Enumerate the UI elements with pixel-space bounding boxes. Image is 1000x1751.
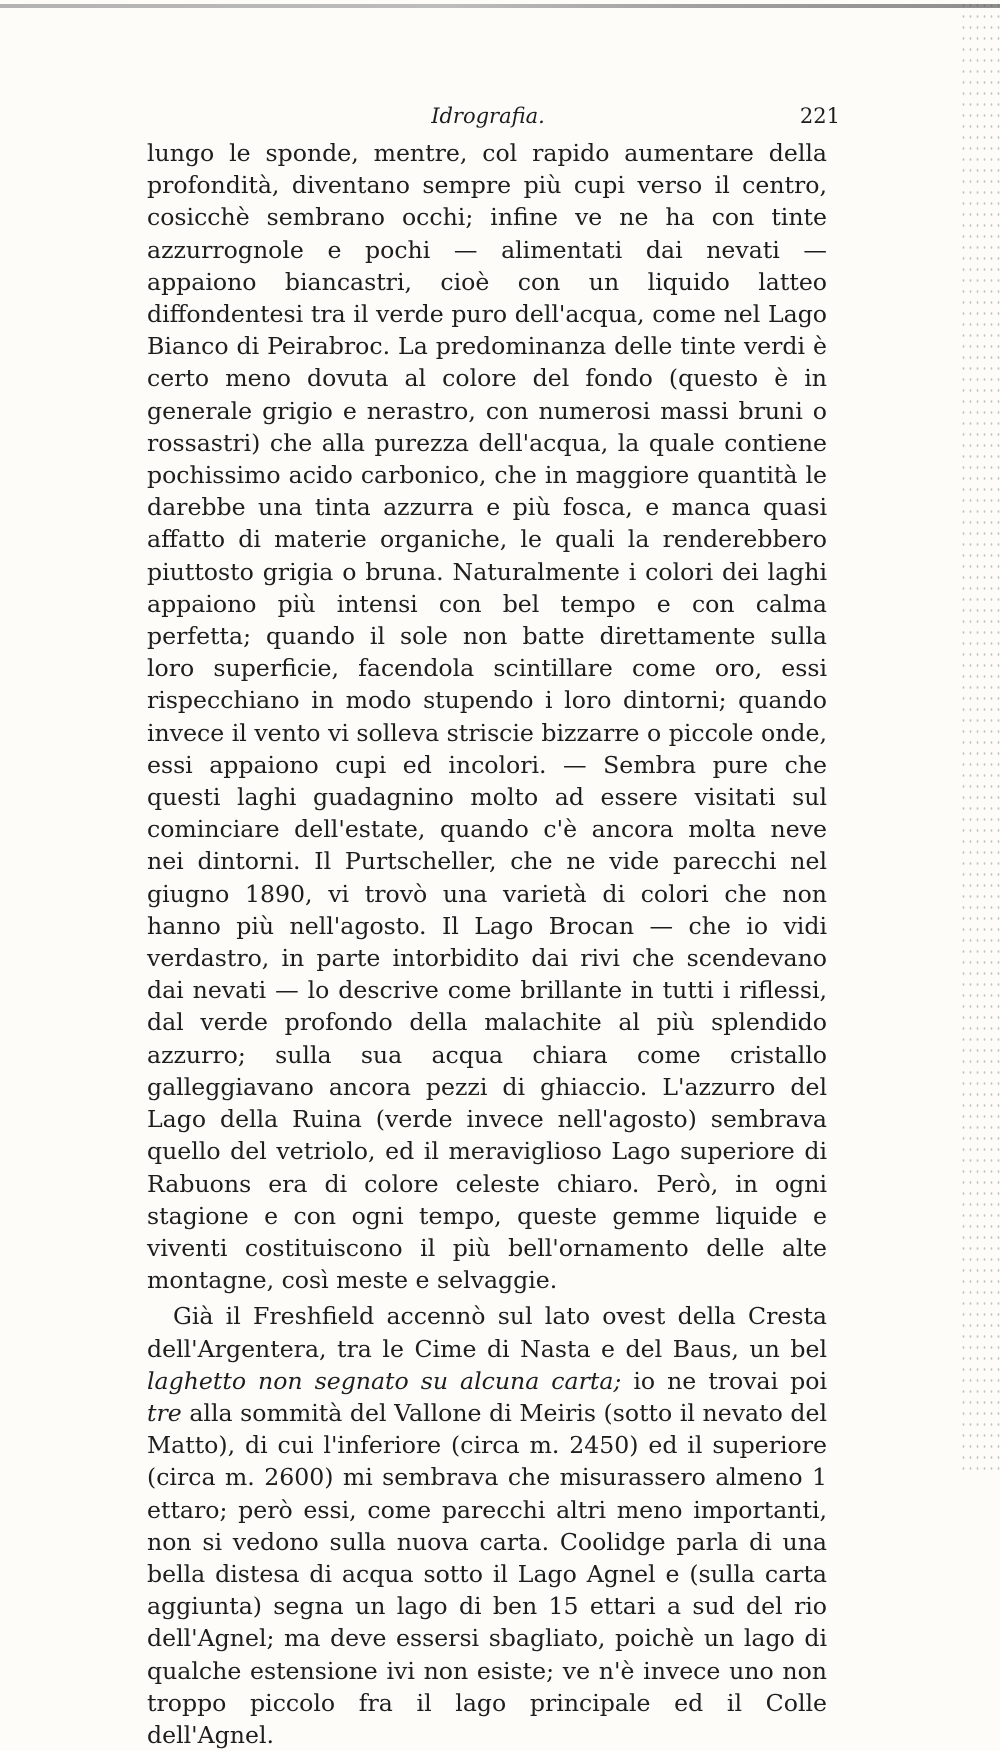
- body-text: [147, 137, 827, 1751]
- page-title: Idrografia.: [431, 104, 545, 128]
- paragraph-1: lungo le sponde, mentre, col rapido aumentare della profondità, diventano sempre più cupi verso il centro, cosicchè sembrano occhi; infine ve ne ha con tinte azzurrognole e pochi — alimentati dai nevati — appaiono biancastri, cioè con un liquido latteo diffondentesi tra il verde puro dell'acqua, come nel Lago Bianco di Peirabroc. La predominanza delle tinte verdi è certo meno dovuta al colore del fondo (questo è in generale grigio e nerastro, con numerosi massi bruni o rossastri) che alla purezza dell'acqua, la quale contiene pochissimo acido carbonico, che in maggiore quantità le darebbe una tinta azzurra e più fosca, e manca quasi affatto di materie organiche, le quali la renderebbero piuttosto grigia o bruna. Naturalmente i colori dei laghi appaiono più intensi con bel tempo e con calma perfetta; quando il sole non batte direttamente sulla loro superficie, facendola scintillare come oro, essi rispecchiano in modo stupendo i loro dintorni; quando invece il vento vi solleva striscie bizzarre o piccole onde, essi appaiono cupi ed incolori. — Sembra pure che questi laghi guadagnino molto ad essere visitati sul cominciare dell'estate, quando c'è ancora molta neve nei dintorni. Il Purtscheller, che ne vide parecchi nel giugno 1890, vi trovò una varietà di colori che non hanno più nell'agosto. Il Lago Brocan — che io vidi verdastro, in parte intorbidito dai rivi che scendevano dai nevati — lo descrive come brillante in tutti i riflessi, dal verde profondo della malachite al più splendido azzurro; sulla sua acqua chiara come cristallo galleggiavano ancora pezzi di ghiaccio. L'azzurro del Lago della Ruina (verde invece nell'agosto) sembrava quello del vetriolo, ed il meraviglioso Lago superiore di Rabuons era di colore celeste chiaro. Però, in ogni stagione e con ogni tempo, queste gemme liquide e viventi costituiscono il più bell'ornamento delle alte montagne, così meste e selvaggie.: [147, 139, 827, 1295]
- running-head: [148, 104, 840, 134]
- paragraph-2: [147, 1300, 827, 1751]
- page-top-edge: [0, 4, 1000, 8]
- page-number: 221: [799, 104, 840, 128]
- paragraph-2-part-1: Già il Freshfield accennò sul lato ovest della Cresta dell'Argentera, tra le Cime di Nasta e del Baus, un bel: [147, 1302, 827, 1363]
- paragraph-2-part-3: alla sommità del Vallone di Meiris (sotto il nevato del Matto), di cui l'inferiore (circa m. 2450) ed il superiore (circa m. 2600) mi sembrava che misurassero almeno 1 ettaro; però essi, come parecchi altri meno importanti, non si vedono sulla nuova carta. Coolidge parla di una bella distesa di acqua sotto il Lago Agnel e (sulla carta aggiunta) segna un lago di ben 15 ettari a sud del rio dell'Agnel; ma deve essersi sbagliato, poichè un lago di qualche estensione ivi non esiste; ve n'è invece uno non troppo piccolo fra il lago principale ed il Colle dell'Agnel.: [147, 1398, 827, 1749]
- paragraph-2-emphasis-1: laghetto non segnato su alcuna carta;: [147, 1366, 622, 1395]
- page-edge-shadow: [960, 0, 1000, 1473]
- paragraph-2-emphasis-2: tre: [147, 1398, 182, 1427]
- paragraph-2-part-2: io ne trovai poi: [621, 1366, 827, 1395]
